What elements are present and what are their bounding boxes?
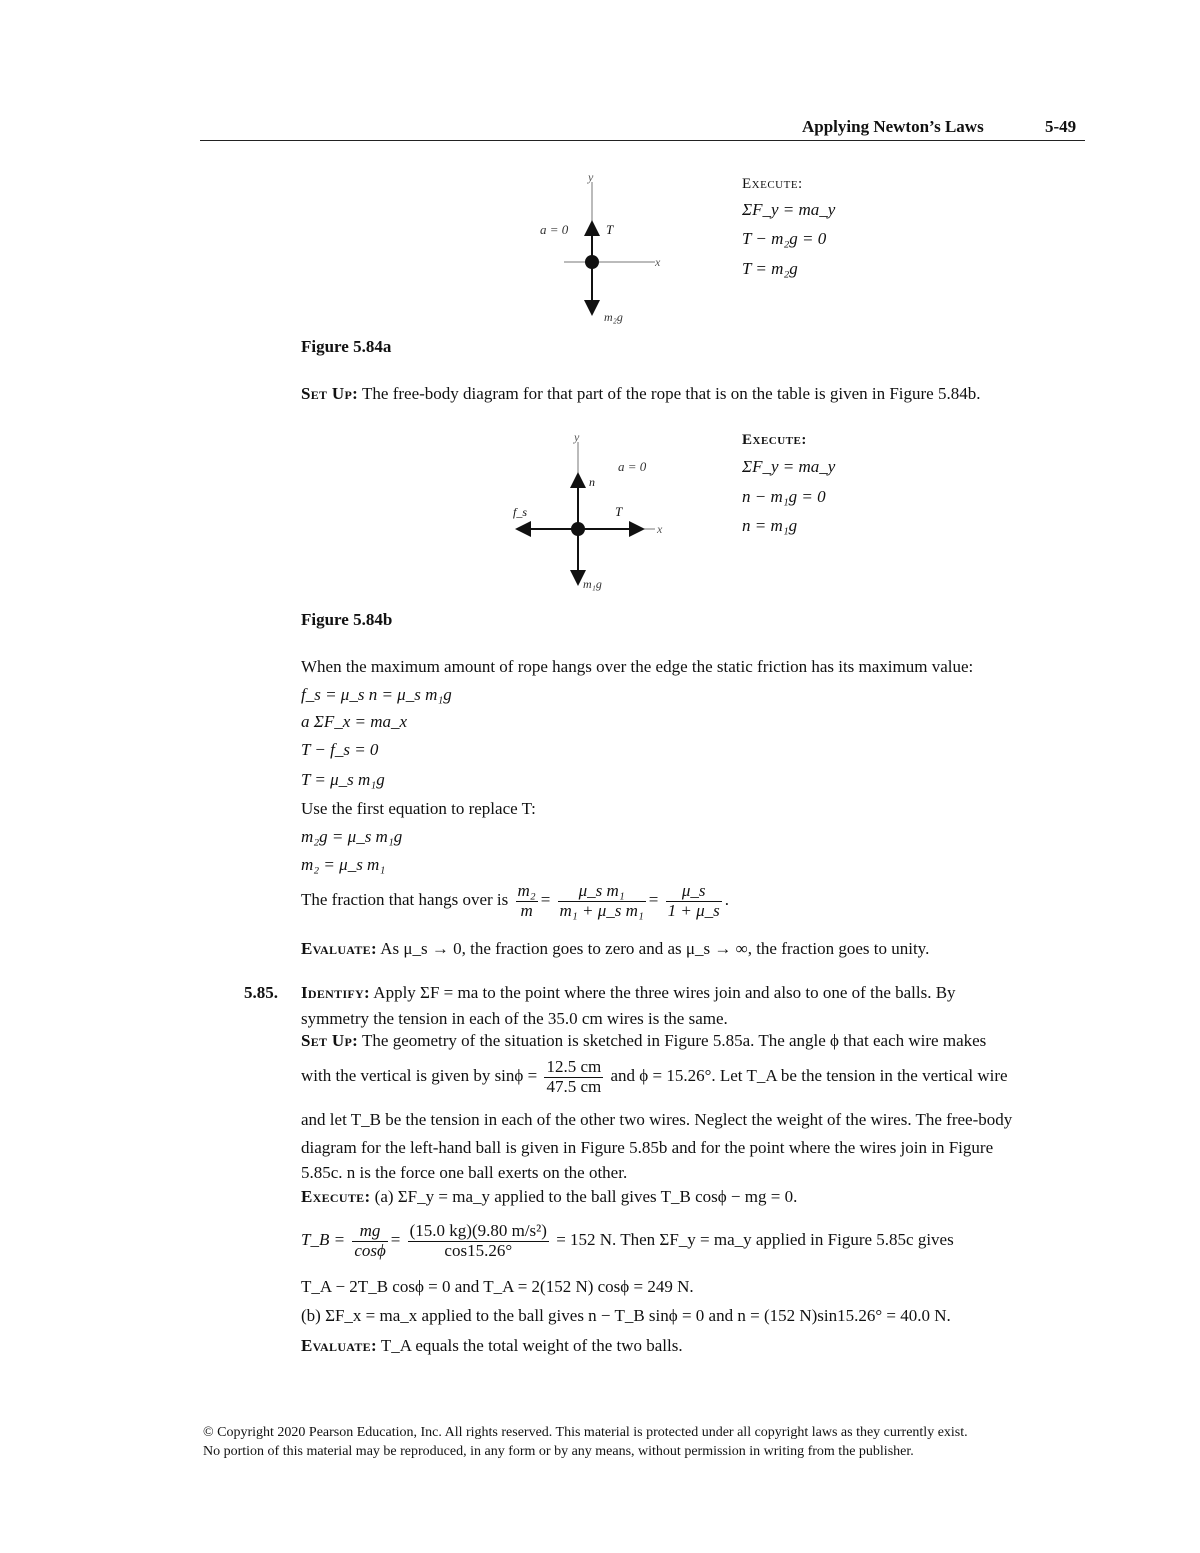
tb-fraction-2-num: (15.0 kg)(9.80 m/s²): [409, 1221, 547, 1240]
running-head-title: Applying Newton’s Laws: [802, 117, 984, 136]
execute-585-line: [301, 1187, 797, 1207]
acceleration-label: a = 0: [618, 459, 647, 474]
x-axis-label: x: [655, 255, 661, 269]
fraction-1: [516, 882, 538, 920]
body-line-7: m₂g = μ_s m₁g: [301, 827, 403, 846]
fraction-1-num: m₂: [517, 881, 536, 900]
body-line-5: T = μ_s m₁g: [301, 770, 385, 789]
tension-label: T: [606, 222, 614, 237]
fraction-2-den: m₁ + μ_s m₁: [559, 900, 644, 920]
equation-a3: T = m₂g: [742, 259, 798, 278]
identify-line: [301, 983, 956, 1003]
setup-585-line: [301, 1031, 986, 1051]
weight-label: m₁g: [583, 577, 602, 591]
fraction-3: [666, 882, 722, 920]
fraction-3-num: μ_s: [666, 882, 722, 902]
body-line-3: a ΣF_x = ma_x: [301, 712, 408, 731]
tb-fraction-2-den: cos15.26°: [444, 1240, 513, 1260]
setup-585-line-4: diagram for the left-hand ball is given in Figure 5.85b and for the point where the wires join in Figure: [301, 1138, 994, 1157]
body-line-2: f_s = μ_s n = μ_s m₁g: [301, 685, 452, 704]
equation-b1: ΣF_y = ma_y: [742, 457, 836, 476]
fraction-intro: The fraction that hangs over is: [301, 890, 509, 910]
free-body-diagram-b: [505, 428, 670, 598]
execute-heading-a: Execute:: [742, 176, 803, 192]
equation-b3: n = m₁g: [742, 516, 798, 535]
body-dot: [585, 255, 599, 269]
identify-text: Apply ΣF = ma to the point where the three wires join and also to one of the balls. By: [373, 983, 956, 1002]
body-line-8: m₂ = μ_s m₁: [301, 855, 386, 874]
identify-label: Identify:: [301, 983, 370, 1002]
execute-heading-b: Execute:: [742, 432, 807, 448]
tb-fraction-1-num: mg: [352, 1222, 387, 1242]
body-line-6: Use the first equation to replace T:: [301, 799, 536, 818]
setup-585-line-3: and let T_B be the tension in each of the other two wires. Neglect the weight of the wires. The free-body: [301, 1110, 1013, 1129]
weight-label: m₂g: [604, 310, 623, 324]
body-line-1: When the maximum amount of rope hangs over the edge the static friction has its maximum value:: [301, 657, 974, 676]
x-axis-label: x: [657, 522, 663, 536]
identify-line-2: symmetry the tension in each of the 35.0 cm wires is the same.: [301, 1009, 728, 1028]
evaluate-585-text: T_A equals the total weight of the two balls.: [380, 1336, 683, 1355]
y-axis-label: y: [588, 170, 594, 184]
setup-585-line-5: 5.85c. n is the force one ball exerts on the other.: [301, 1163, 628, 1182]
setup-585-text: The geometry of the situation is sketched in Figure 5.85a. The angle ϕ that each wire makes: [362, 1031, 987, 1050]
evaluate-585-line: [301, 1336, 683, 1356]
problem-number: 5.85.: [244, 983, 278, 1002]
evaluate-line: [301, 939, 929, 959]
execute-585-text: (a) ΣF_y = ma_y applied to the ball gives T_B cosϕ − mg = 0.: [374, 1187, 798, 1206]
execute-585-line-4: (b) ΣF_x = ma_x applied to the ball gives n − T_B sinϕ = 0 and n = (152 N)sin15.26° = 40.0 N.: [301, 1306, 951, 1325]
free-body-diagram-a: [540, 168, 670, 328]
body-dot: [571, 522, 585, 536]
setup-text: The free-body diagram for that part of the rope that is on the table is given in Figure 5.84b.: [362, 384, 981, 403]
equation-a2: T − m₂g = 0: [742, 229, 827, 248]
execute-585-line-2: T_B = $\frac{mg}{\cos\phi}$ = $\frac{\text{(15.0 kg)(9.80 m/s²)}}{\cos 15.26^\circ}$ = 152 N. Then ΣF_y = ma_y applied in Figure 5.85c gives: [301, 1221, 954, 1260]
sin-post: and ϕ = 15.26°. Let T_A be the tension in the vertical wire: [610, 1066, 1008, 1086]
figure-caption-b: Figure 5.84b: [301, 610, 393, 629]
tb-symbol: T_B =: [301, 1230, 346, 1250]
y-axis-label: y: [574, 430, 580, 444]
tb-fraction-1: [352, 1222, 387, 1260]
acceleration-label: a = 0: [540, 222, 569, 237]
tb-fraction-2: [408, 1222, 549, 1260]
fraction-3-den: 1 + μ_s: [667, 900, 720, 920]
fraction-1-den: m: [520, 900, 533, 920]
copyright-line-2: No portion of this material may be reproduced, in any form or by any means, without permission in writing from the publisher.: [203, 1444, 914, 1459]
figure-caption-a: Figure 5.84a: [301, 337, 392, 356]
body-line-4: T − f_s = 0: [301, 740, 379, 759]
equation-b2: n − m₁g = 0: [742, 487, 826, 506]
sin-fraction-den: 47.5 cm: [546, 1076, 602, 1096]
tb-result: = 152 N. Then ΣF_y = ma_y applied in Figure 5.85c gives: [556, 1230, 954, 1250]
evaluate-label: Evaluate:: [301, 939, 377, 958]
page-number: 5-49: [1045, 117, 1077, 136]
setup-b-line: [301, 384, 980, 404]
fraction-line: The fraction that hangs over is $\frac{\text{m₂}}{m}$ = $\frac{\text{μ\_s m₁}}{\text{m₁ + μ\_s m₁}}$ = $\frac{\mu\_s}{1 + \mu\_s}$ .: [301, 881, 729, 920]
sin-fraction: [544, 1058, 603, 1096]
execute-585-label: Execute:: [301, 1187, 371, 1206]
setup-label: Set Up:: [301, 384, 359, 403]
friction-label: f_s: [513, 505, 528, 519]
sin-intro: with the vertical is given by sinϕ =: [301, 1066, 538, 1086]
evaluate-585-label: Evaluate:: [301, 1336, 377, 1355]
tb-fraction-1-den: cosϕ: [354, 1240, 386, 1260]
equation-a1: ΣF_y = ma_y: [742, 200, 836, 219]
sin-fraction-num: 12.5 cm: [546, 1057, 602, 1076]
setup-585-line-2: [301, 1058, 1008, 1096]
tension-label: T: [615, 504, 623, 519]
execute-585-line-3: T_A − 2T_B cosϕ = 0 and T_A = 2(152 N) cosϕ = 249 N.: [301, 1277, 694, 1296]
normal-force-label: n: [589, 475, 595, 489]
fraction-2: [558, 882, 646, 920]
copyright-line-1: © Copyright 2020 Pearson Education, Inc. All rights reserved. This material is protected under all copyright laws as they currently exist.: [203, 1425, 968, 1440]
evaluate-text: As μ_s → 0, the fraction goes to zero and as μ_s → ∞, the fraction goes to unity.: [380, 939, 930, 958]
setup-585-label: Set Up:: [301, 1031, 359, 1050]
header-rule: [200, 140, 1085, 141]
fraction-2-num: μ_s m₁: [558, 882, 646, 902]
